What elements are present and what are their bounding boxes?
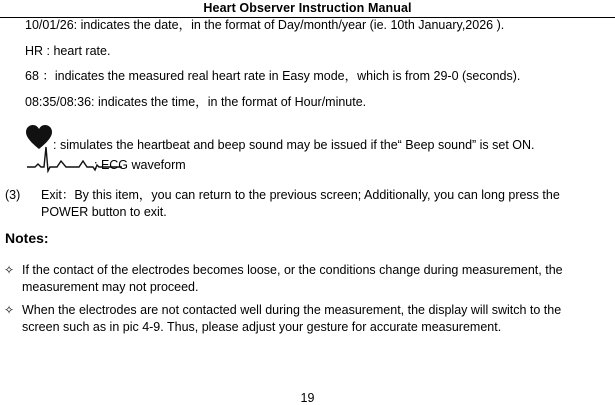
- hr-description: HR : heart rate.: [25, 44, 111, 58]
- note-1-line-2: measurement may not proceed.: [22, 280, 199, 294]
- note-1-line-1: If the contact of the electrodes becomes loose, or the conditions change during measurement, the: [22, 263, 563, 277]
- time-description: 08:35/08:36: indicates the time，in the format of Hour/minute.: [25, 95, 367, 109]
- notes-heading: Notes:: [5, 230, 49, 246]
- date-description: 10/01/26: indicates the date，in the format of Day/month/year (ie. 10th January,2026 ).: [25, 18, 505, 32]
- heartbeat-description: : simulates the heartbeat and beep sound may be issued if the“ Beep sound” is set ON.: [53, 138, 535, 152]
- ecg-description: : ECG waveform: [94, 158, 186, 172]
- note-2-line-2: screen such as in pic 4-9. Thus, please adjust your gesture for accurate measurement.: [22, 320, 502, 334]
- diamond-bullet-icon: ✧: [4, 303, 15, 317]
- page-header: [0, 0, 615, 18]
- note-2-line-1: When the electrodes are not contacted well during the measurement, the display will switch to the: [22, 303, 562, 317]
- exit-description-continued: POWER button to exit.: [41, 205, 167, 219]
- item-number: (3): [5, 188, 21, 202]
- diamond-bullet-icon: ✧: [4, 263, 15, 277]
- exit-description: Exit：By this item，you can return to the previous screen; Additionally, you can long press the: [41, 188, 560, 202]
- heart-rate-description: 68 ：indicates the measured real heart rate in Easy mode，which is from 29-0 (seconds).: [25, 69, 521, 83]
- page-title: Heart Observer Instruction Manual: [203, 1, 412, 15]
- page-number: 19: [300, 391, 315, 405]
